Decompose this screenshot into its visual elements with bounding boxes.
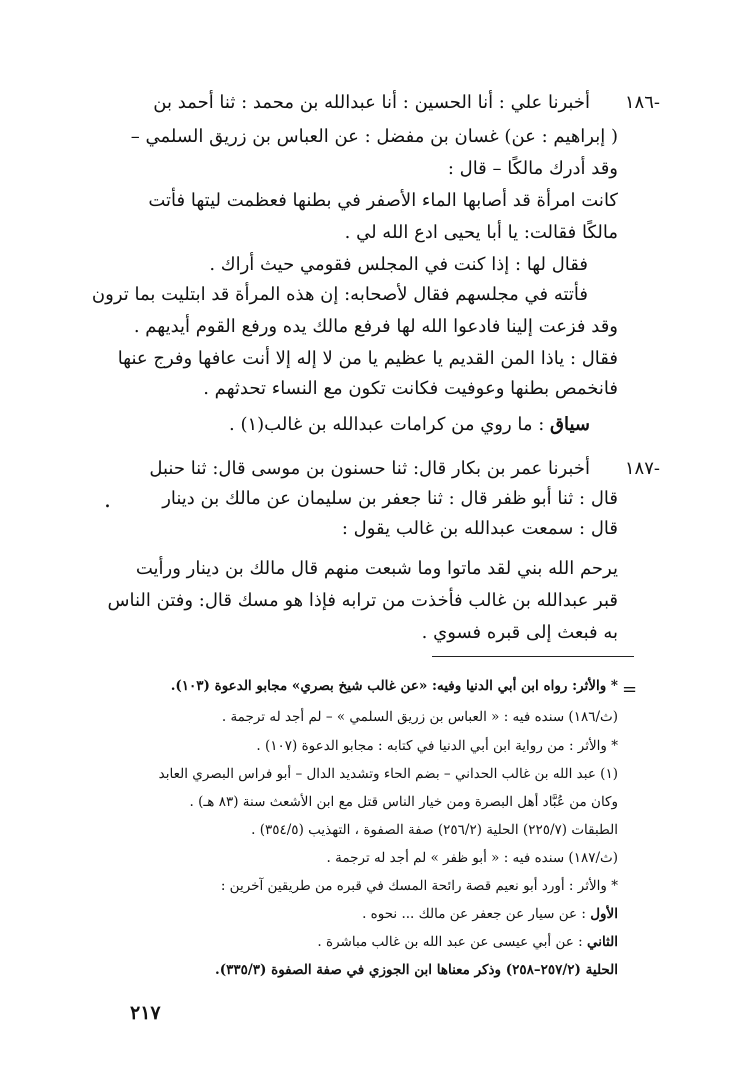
- footnote-line: * والأثر: رواه ابن أبي الدنيا وفيه: «عن غالب شيخ بصري» مجابو الدعوة (١٠٣).: [170, 678, 618, 694]
- siyaq-label: سياق: [550, 414, 590, 435]
- footnote-line: (ث/١٨٦) سنده فيه : « العباس بن زريق السلمي » – لم أجد له ترجمة .: [221, 709, 618, 725]
- footnote-line: * والأثر : أورد أبو نعيم قصة رائحة المسك في قبره من طريقين آخرين :: [220, 878, 618, 894]
- footnote-first-path: [362, 904, 618, 924]
- entry-187-line: قال : سمعت عبدالله بن غالب يقول :: [341, 518, 618, 539]
- second-path-text: : عن أبي عيسى عن عبد الله بن غالب مباشرة .: [317, 934, 583, 950]
- entry-187-line: قبر عبدالله بن غالب فأخذت من ترابه فإذا هو مسك قال: وفتن الناس: [107, 590, 618, 611]
- footnote-line: وكان من عُبَّاد أهل البصرة ومن خيار الناس قتل مع ابن الأشعث سنة (٨٣ هـ) .: [189, 794, 618, 810]
- entry-186-line: فأتته في مجلسهم فقال لأصحابه: إن هذه المرأة قد ابتليت بما ترون: [91, 284, 588, 305]
- entry-187-line: أخبرنا عمر بن بكار قال: ثنا حسنون بن موسى قال: ثنا حنبل: [149, 458, 590, 479]
- entry-186-line: فقال لها : إذا كنت في المجلس فقومي حيث أراك .: [209, 254, 588, 275]
- entry-186-line: مالكًا فقالت: يا أبا يحيى ادع الله لي .: [344, 222, 618, 243]
- siyaq-heading: [229, 412, 590, 438]
- footnote-second-path: [317, 932, 618, 952]
- footnote-line: (ث/١٨٧) سنده فيه : « أبو ظفر » لم أجد له ترجمة .: [326, 850, 618, 866]
- entry-187-line: به فبعث إلى قبره فسوي .: [421, 622, 618, 643]
- footnote-line: * والأثر : من رواية ابن أبي الدنيا في كتابه : مجابو الدعوة (١٠٧) .: [256, 738, 618, 754]
- entry-186-number: -١٨٦: [624, 92, 660, 113]
- entry-186-line: وقد أدرك مالكًا – قال :: [447, 158, 618, 179]
- siyaq-text: : ما روي من كرامات عبدالله بن غالب(١) .: [229, 414, 545, 435]
- entry-186-line: وقد فزعت إلينا فادعوا الله لها فرفع مالك يده ورفع القوم أيديهم .: [133, 316, 618, 337]
- entry-187-line: قال : ثنا أبو ظفر قال : ثنا جعفر بن سليمان عن مالك بن دينار: [162, 488, 618, 509]
- continuation-mark: =: [622, 679, 638, 700]
- margin-dot: .: [104, 488, 111, 513]
- entry-186-line: أخبرنا علي : أنا الحسين : أنا عبدالله بن محمد : ثنا أحمد بن: [153, 92, 590, 113]
- entry-186-line: كانت امرأة قد أصابها الماء الأصفر في بطنها فعظمت ليتها فأتت: [148, 190, 618, 211]
- entry-187-number: -١٨٧: [624, 458, 660, 479]
- footnote-line: الحلية (٢٥٧/٢–٢٥٨) وذكر معناها ابن الجوزي في صفة الصفوة (٣٣٥/٣).: [215, 962, 618, 978]
- page-number: ٢١٧: [130, 1002, 161, 1024]
- entry-187-line: يرحم الله بني لقد ماتوا وما شبعت منهم قال مالك بن دينار ورأيت: [135, 558, 618, 579]
- entry-186-line: ( إبراهيم : عن) غسان بن مفضل : عن العباس بن زريق السلمي –: [130, 126, 618, 147]
- first-path-label: الأول: [590, 906, 618, 922]
- second-path-label: الثاني: [586, 934, 618, 950]
- entry-186-line: فقال : ياذا المن القديم يا عظيم يا من لا إله إلا أنت عافها وفرج عنها: [117, 348, 618, 369]
- entry-186-line: فانخمص بطنها وعوفيت فكانت تكون مع النساء تحدثهم .: [203, 378, 618, 399]
- footnote-separator: [432, 656, 634, 657]
- first-path-text: : عن سيار عن جعفر عن مالك ... نحوه .: [362, 906, 586, 922]
- footnote-line: (١) عبد الله بن غالب الحداني – بضم الحاء وتشديد الدال – أبو فراس البصري العابد: [158, 766, 618, 782]
- footnote-line: الطبقات (٢٢٥/٧) الحلية (٢٥٦/٢) صفة الصفوة ، التهذيب (٣٥٤/٥) .: [251, 822, 618, 838]
